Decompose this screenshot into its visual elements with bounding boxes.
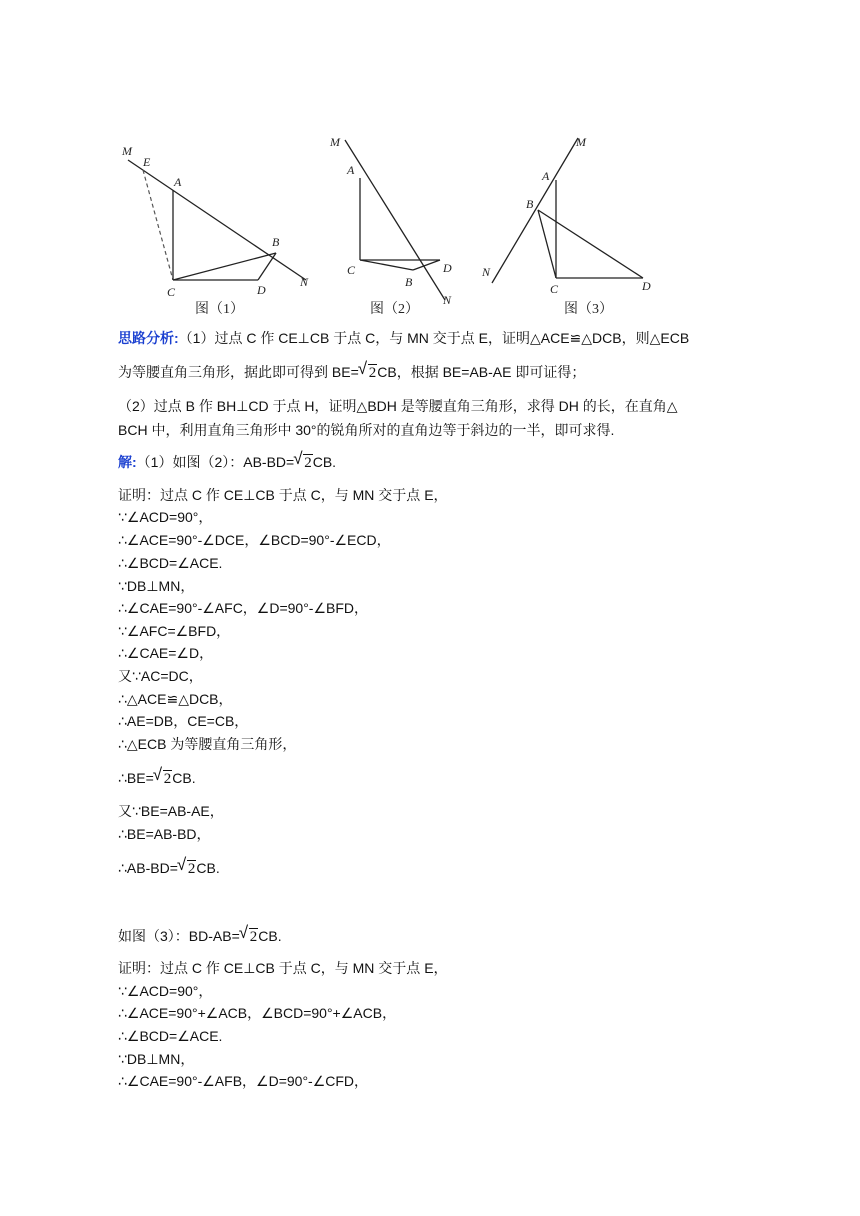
sqrt-radicand: 2 — [368, 365, 377, 381]
sqrt-radicand: 2 — [304, 455, 312, 471]
sqrt-radicand: 2 — [163, 771, 172, 787]
figures — [110, 128, 760, 320]
be-text-b: CB. — [172, 770, 196, 786]
fig3-label-n: N — [482, 265, 491, 279]
analysis-label: 思路分析: — [118, 330, 179, 346]
solution-part-1a: （1）如图（2）：AB-BD= — [136, 454, 295, 470]
proof-2-line: ∵∠ACD=90°， — [118, 983, 213, 999]
analysis-line-1 — [118, 328, 768, 348]
fig3-label-b: B — [526, 197, 534, 211]
fig2-label-c: C — [347, 263, 356, 277]
fig1-caption: 图（1） — [195, 302, 244, 317]
proof-2-line: ∴∠ACE=90°+∠ACB，∠BCD=90°+∠ACB， — [118, 1005, 397, 1021]
proof-1-line: 又∵BE=AB-AE， — [118, 803, 224, 819]
sqrt-symbol — [294, 452, 313, 473]
proof-1-line: ∴△ECB 为等腰直角三角形， — [118, 736, 297, 752]
analysis-line-3: （2）过点 B 作 BH⊥CD 于点 H，证明△BDH 是等腰直角三角形，求得 DH 的长，在直角△ — [118, 398, 678, 414]
figure-3 — [480, 128, 680, 320]
proof-2-line: ∴∠BCD=∠ACE. — [118, 1028, 223, 1044]
solution-part-2b: CB. — [258, 928, 282, 944]
sqrt-radicand: 2 — [249, 929, 258, 945]
analysis-line-2 — [118, 362, 768, 383]
fig1-label-d: D — [257, 283, 266, 297]
figure-1 — [110, 128, 320, 320]
fig1-label-a: A — [174, 175, 182, 189]
fig1-label-b: B — [272, 235, 280, 249]
solution-part-1 — [118, 452, 768, 473]
proof-1-be — [118, 768, 768, 789]
fig2-label-a: A — [347, 163, 355, 177]
sqrt-symbol — [154, 768, 173, 789]
proof-1-line: ∴∠CAE=90°-∠AFC，∠D=90°-∠BFD， — [118, 600, 369, 616]
analysis-text-2a: 为等腰直角三角形，据此即可得到 BE= — [118, 364, 359, 380]
fig3-label-c: C — [550, 282, 559, 296]
figure-2 — [325, 128, 495, 320]
proof-1-line: ∴∠BCD=∠ACE. — [118, 555, 223, 571]
proof-1-line: ∴∠CAE=∠D， — [118, 645, 214, 661]
fig2-caption: 图（2） — [370, 302, 419, 317]
fig2-label-n: N — [443, 293, 452, 307]
sqrt-symbol — [178, 858, 197, 879]
fig3-label-d: D — [642, 279, 651, 293]
fig3-label-a: A — [542, 169, 550, 183]
fig2-label-m: M — [330, 135, 340, 149]
proof-1-line: ∵∠ACD=90°， — [118, 509, 213, 525]
proof-1-line: 又∵AC=DC， — [118, 668, 203, 684]
proof-1-line: ∴BE=AB-BD， — [118, 826, 211, 842]
fig2-label-b: B — [405, 275, 413, 289]
fig1-label-n: N — [300, 275, 309, 289]
end1-text-a: ∴AB-BD= — [118, 860, 178, 876]
sqrt-symbol — [359, 362, 378, 383]
proof-1-conclusion — [118, 858, 768, 879]
fig3-label-m: M — [576, 135, 586, 149]
sqrt-radicand: 2 — [187, 861, 196, 877]
be-text-a: ∴BE= — [118, 770, 154, 786]
solution-part-2 — [118, 926, 768, 947]
end1-text-b: CB. — [196, 860, 220, 876]
proof-2-line: ∴∠CAE=90°-∠AFB，∠D=90°-∠CFD， — [118, 1073, 369, 1089]
fig2-label-d: D — [443, 261, 452, 275]
proof-1-line: ∴AE=DB，CE=CB， — [118, 713, 249, 729]
proof-2-line: 证明：过点 C 作 CE⊥CB 于点 C，与 MN 交于点 E， — [118, 960, 448, 976]
proof-2-line: ∵DB⊥MN， — [118, 1051, 195, 1067]
solution-part-1b: CB. — [312, 454, 337, 470]
sqrt-symbol — [240, 926, 259, 947]
fig1-label-m: M — [122, 144, 132, 158]
fig1-label-e: E — [143, 155, 151, 169]
analysis-text-1: （1）过点 C 作 CE⊥CB 于点 C，与 MN 交于点 E，证明△ACE≌△DCB，则△ECB — [178, 330, 690, 346]
solution-label: 解: — [118, 454, 137, 470]
fig1-label-c: C — [167, 285, 176, 299]
proof-1-line: 证明：过点 C 作 CE⊥CB 于点 C，与 MN 交于点 E， — [118, 487, 448, 503]
proof-1-line: ∴∠ACE=90°-∠DCE，∠BCD=90°-∠ECD， — [118, 532, 391, 548]
solution-part-2a: 如图（3）：BD-AB= — [118, 928, 240, 944]
analysis-line-4: BCH 中，利用直角三角形中 30°的锐角所对的直角边等于斜边的一半，即可求得. — [118, 422, 615, 438]
analysis-text-2b: CB，根据 BE=AB-AE 即可证得； — [377, 364, 586, 380]
proof-1-line: ∴△ACE≌△DCB， — [118, 691, 233, 707]
proof-1-line: ∵DB⊥MN， — [118, 578, 195, 594]
proof-1-line: ∵∠AFC=∠BFD， — [118, 623, 231, 639]
fig3-caption: 图（3） — [564, 302, 613, 317]
